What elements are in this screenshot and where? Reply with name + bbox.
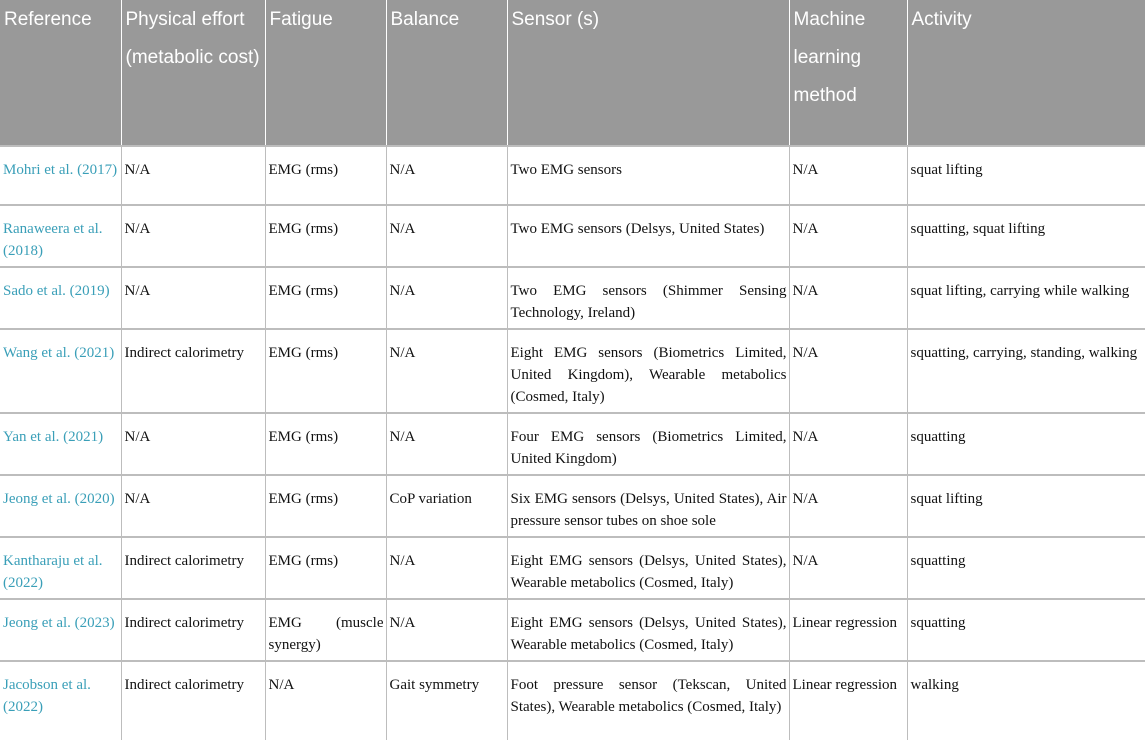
fatigue-cell: N/A	[265, 661, 386, 740]
balance-cell: N/A	[386, 413, 507, 475]
activity-cell: squat lifting	[907, 146, 1145, 205]
header-ml-method: Machine learning method	[789, 0, 907, 146]
activity-cell: squatting, carrying, standing, walking	[907, 329, 1145, 413]
table-row	[0, 267, 1145, 329]
ml-method-cell: N/A	[789, 329, 907, 413]
reference-link[interactable]: Ranaweera et al. (2018)	[0, 205, 121, 267]
ml-method-cell: N/A	[789, 205, 907, 267]
reference-link[interactable]: Sado et al. (2019)	[0, 267, 121, 329]
ml-method-cell: N/A	[789, 537, 907, 599]
balance-cell: Gait symmetry	[386, 661, 507, 740]
balance-cell: N/A	[386, 267, 507, 329]
activity-cell: squat lifting, carrying while walking	[907, 267, 1145, 329]
header-reference: Reference	[0, 0, 121, 146]
reference-link[interactable]: Jeong et al. (2020)	[0, 475, 121, 537]
fatigue-cell: EMG (muscle synergy)	[265, 599, 386, 661]
balance-cell: CoP variation	[386, 475, 507, 537]
table-row	[0, 413, 1145, 475]
fatigue-cell: EMG (rms)	[265, 329, 386, 413]
fatigue-cell: EMG (rms)	[265, 475, 386, 537]
activity-cell: squat lifting	[907, 475, 1145, 537]
sensors-cell: Two EMG sensors	[507, 146, 789, 205]
balance-cell: N/A	[386, 146, 507, 205]
ml-method-cell: Linear regression	[789, 661, 907, 740]
sensors-cell: Six EMG sensors (Delsys, United States), Air pressure sensor tubes on shoe sole	[507, 475, 789, 537]
table-row	[0, 661, 1145, 740]
physical-effort-cell: N/A	[121, 205, 265, 267]
header-balance: Balance	[386, 0, 507, 146]
reference-link[interactable]: Mohri et al. (2017)	[0, 146, 121, 205]
physical-effort-cell: N/A	[121, 475, 265, 537]
activity-cell: squatting	[907, 599, 1145, 661]
reference-link[interactable]: Kantharaju et al. (2022)	[0, 537, 121, 599]
sensors-cell: Two EMG sensors (Delsys, United States)	[507, 205, 789, 267]
reference-link[interactable]: Yan et al. (2021)	[0, 413, 121, 475]
table-row	[0, 537, 1145, 599]
reference-link[interactable]: Jacobson et al. (2022)	[0, 661, 121, 740]
balance-cell: N/A	[386, 205, 507, 267]
fatigue-cell: EMG (rms)	[265, 413, 386, 475]
header-physical-effort: Physical effort (metabolic cost)	[121, 0, 265, 146]
activity-cell: squatting, squat lifting	[907, 205, 1145, 267]
header-row	[0, 0, 1145, 146]
ml-method-cell: Linear regression	[789, 599, 907, 661]
header-activity: Activity	[907, 0, 1145, 146]
table-row	[0, 329, 1145, 413]
ml-method-cell: N/A	[789, 413, 907, 475]
table-row	[0, 146, 1145, 205]
sensors-cell: Foot pressure sensor (Tekscan, United States), Wearable metabolics (Cosmed, Italy)	[507, 661, 789, 740]
fatigue-cell: EMG (rms)	[265, 267, 386, 329]
physical-effort-cell: Indirect calorimetry	[121, 329, 265, 413]
physical-effort-cell: Indirect calorimetry	[121, 599, 265, 661]
sensors-cell: Two EMG sensors (Shimmer Sensing Technology, Ireland)	[507, 267, 789, 329]
header-sensors: Sensor (s)	[507, 0, 789, 146]
physical-effort-cell: Indirect calorimetry	[121, 537, 265, 599]
sensors-cell: Four EMG sensors (Biometrics Limited, United Kingdom)	[507, 413, 789, 475]
reference-link[interactable]: Jeong et al. (2023)	[0, 599, 121, 661]
activity-cell: squatting	[907, 413, 1145, 475]
activity-cell: walking	[907, 661, 1145, 740]
ml-method-cell: N/A	[789, 267, 907, 329]
physical-effort-cell: N/A	[121, 413, 265, 475]
table-row	[0, 205, 1145, 267]
header-fatigue: Fatigue	[265, 0, 386, 146]
sensors-cell: Eight EMG sensors (Biometrics Limited, United Kingdom), Wearable metabolics (Cosmed, Italy)	[507, 329, 789, 413]
balance-cell: N/A	[386, 599, 507, 661]
sensors-cell: Eight EMG sensors (Delsys, United States), Wearable metabolics (Cosmed, Italy)	[507, 537, 789, 599]
physical-effort-cell: Indirect calorimetry	[121, 661, 265, 740]
table-row	[0, 475, 1145, 537]
ml-method-cell: N/A	[789, 146, 907, 205]
fatigue-cell: EMG (rms)	[265, 537, 386, 599]
balance-cell: N/A	[386, 329, 507, 413]
ml-method-cell: N/A	[789, 475, 907, 537]
physical-effort-cell: N/A	[121, 146, 265, 205]
reference-link[interactable]: Wang et al. (2021)	[0, 329, 121, 413]
table-row	[0, 599, 1145, 661]
physical-effort-cell: N/A	[121, 267, 265, 329]
activity-cell: squatting	[907, 537, 1145, 599]
sensors-cell: Eight EMG sensors (Delsys, United States), Wearable metabolics (Cosmed, Italy)	[507, 599, 789, 661]
balance-cell: N/A	[386, 537, 507, 599]
fatigue-cell: EMG (rms)	[265, 205, 386, 267]
fatigue-cell: EMG (rms)	[265, 146, 386, 205]
